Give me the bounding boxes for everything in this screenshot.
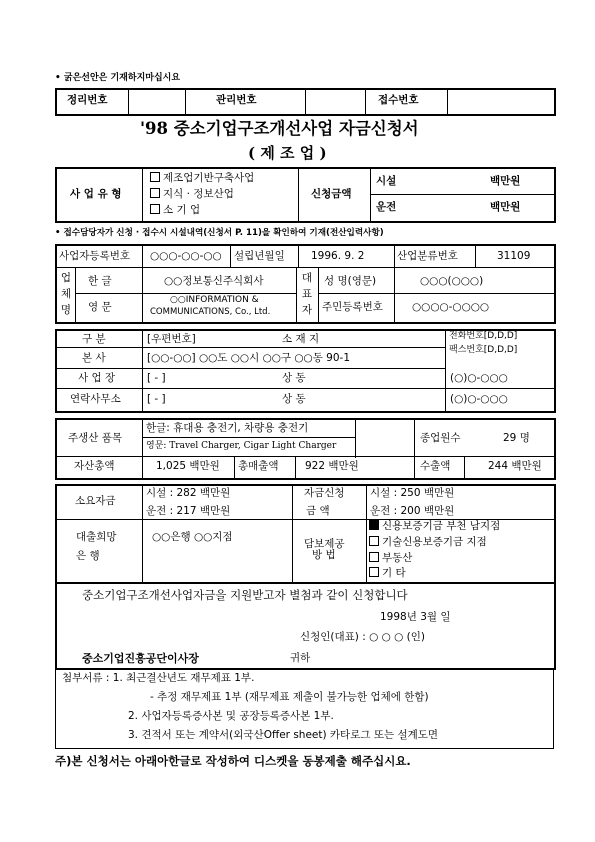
bank-label-1: 대출희망 <box>76 531 117 543</box>
required-operating: 운전 : 217 백만원 <box>146 505 231 517</box>
collateral-option-2[interactable]: 기술신용보증기금 지점 <box>369 536 487 548</box>
site-value: 상 동 <box>282 372 306 384</box>
product-english: 영문: Travel Charger, Cigar Light Charger <box>146 441 337 451</box>
biz-option-2[interactable]: 지식 · 정보산업 <box>150 188 234 200</box>
biz-option-1[interactable]: 제조업기반구축사업 <box>150 172 254 184</box>
biz-type-label: 사 업 유 형 <box>70 188 122 200</box>
operating-label: 운전 <box>376 201 397 213</box>
site-phone: (○)○-○○○ <box>450 372 508 384</box>
checkbox-icon[interactable] <box>369 552 379 562</box>
rep-name-label: 성 명(영문) <box>324 275 377 287</box>
contact-phone: (○)○-○○○ <box>450 393 508 405</box>
reg-label: 사업자등록번호 <box>59 250 131 262</box>
attachment-line-1: 첨부서류 : 1. 최근결산년도 재무제표 1부. <box>62 672 255 684</box>
biz-option-3[interactable]: 소 기 업 <box>150 204 200 216</box>
english-name-value-1: ○○INFORMATION & <box>170 295 259 305</box>
id-label-manage: 관리번호 <box>216 94 257 106</box>
fax-label: 팩스번호[D,D,D] <box>449 345 518 355</box>
addr-col-type: 구 분 <box>82 333 106 345</box>
product-korean: 한글: 휴대용 충전기, 차량용 충전기 <box>146 422 309 434</box>
contact-label: 연락사무소 <box>70 393 121 405</box>
biz-type-box <box>55 167 556 223</box>
attachment-line-2: - 추정 재무제표 1부 (재무제표 제출이 불가능한 업체에 한함) <box>150 691 429 703</box>
footnote: 주)본 신청서는 아래아한글로 작성하여 디스켓을 동봉제출 해주십시요. <box>55 754 411 768</box>
est-value: 1996. 9. 2 <box>311 250 365 262</box>
hq-value: [○○-○○] ○○도 ○○시 ○○구 ○○동 90-1 <box>147 352 351 364</box>
declaration-text: 중소기업구조개선사업자금을 지원받고자 별첨과 같이 신청합니다 <box>82 588 408 602</box>
addr-col-zip: [우편번호] <box>147 333 196 345</box>
phone-label: 전화번호[D,D,D] <box>449 331 518 341</box>
operating-unit: 백만원 <box>490 201 521 213</box>
est-label: 설립년월일 <box>234 250 285 262</box>
hq-label: 본 사 <box>82 352 106 364</box>
apply-label-2: 금 액 <box>306 505 330 517</box>
assets-label: 자산총액 <box>74 460 115 472</box>
page-title: '98 중소기업구조개선사업 자금신청서 <box>140 119 419 138</box>
applicant: 신청인(대표) : ○ ○ ○ (인) <box>300 631 425 643</box>
export-label: 수출액 <box>420 460 451 472</box>
reg-value: ○○○-○○-○○ <box>150 250 222 262</box>
facility-label: 시설 <box>376 175 397 187</box>
english-name-label: 영 문 <box>88 301 112 313</box>
site-bracket: [ - ] <box>147 372 166 384</box>
collateral-option-3[interactable]: 부동산 <box>369 552 412 564</box>
company-name-side: 업체명 <box>60 272 72 316</box>
checkbox-checked-icon[interactable] <box>369 520 379 530</box>
apply-operating: 운전 : 200 백만원 <box>370 505 455 517</box>
honorific: 귀하 <box>290 652 311 664</box>
english-name-value-2: COMMUNICATIONS, Co., Ltd. <box>150 307 271 317</box>
collateral-label-1: 담보제공 <box>304 538 345 550</box>
sales-value: 922 백만원 <box>305 460 359 472</box>
collateral-label-2: 방 법 <box>312 549 336 561</box>
rep-side: 대표자 <box>301 272 313 316</box>
notice-top: • 굵은선안은 기재하지마십시요 <box>55 73 181 83</box>
notice-mid: • 접수담당자가 신청 · 접수시 시설내역(신청서 P. 11)을 확인하여 기재(전산입력사항) <box>55 228 384 238</box>
korean-name-value: ○○정보통신주식회사 <box>164 275 264 287</box>
rep-name-value: ○○○(○○○) <box>420 275 484 287</box>
rep-id-label: 주민등록번호 <box>322 301 383 313</box>
attachment-line-3: 2. 사업자등록증사본 및 공장등록증사본 1부. <box>128 710 334 722</box>
rep-id-value: ○○○○-○○○○ <box>412 301 490 313</box>
apply-facility: 시설 : 250 백만원 <box>370 487 455 499</box>
contact-value: 상 동 <box>282 393 306 405</box>
checkbox-icon[interactable] <box>369 567 379 577</box>
page-subtitle: ( 제 조 업 ) <box>248 144 327 162</box>
funds-box <box>55 484 556 584</box>
export-value: 244 백만원 <box>488 460 542 472</box>
bank-value: ○○은행 ○○지점 <box>152 531 233 543</box>
checkbox-icon[interactable] <box>150 172 160 182</box>
amount-label: 신청금액 <box>311 188 352 200</box>
collateral-option-4[interactable]: 기 타 <box>369 567 406 579</box>
korean-name-label: 한 글 <box>88 275 112 287</box>
id-label-receipt: 접수번호 <box>378 94 419 106</box>
bank-label-2: 은 행 <box>76 550 100 562</box>
employees-value: 29 명 <box>503 432 530 444</box>
product-label: 주생산 품목 <box>68 432 123 444</box>
collateral-option-1[interactable]: 신용보증기금 부천 남지점 <box>369 520 500 532</box>
checkbox-icon[interactable] <box>150 204 160 214</box>
required-facility: 시설 : 282 백만원 <box>146 487 231 499</box>
facility-unit: 백만원 <box>490 175 521 187</box>
ind-value: 31109 <box>497 250 531 262</box>
id-label-sort: 정리번호 <box>67 94 108 106</box>
checkbox-icon[interactable] <box>369 536 379 546</box>
attachment-line-4: 3. 견적서 또는 계약서(외국산Offer sheet) 카타로그 또는 설계도면 <box>128 729 439 741</box>
declaration-date: 1998년 3월 일 <box>380 611 451 623</box>
assets-value: 1,025 백만원 <box>156 460 220 472</box>
site-label: 사 업 장 <box>78 372 116 384</box>
addr-col-location: 소 재 지 <box>282 333 320 345</box>
checkbox-icon[interactable] <box>150 188 160 198</box>
employees-label: 종업원수 <box>420 432 461 444</box>
recipient: 중소기업진흥공단이사장 <box>82 652 199 665</box>
apply-label-1: 자금신청 <box>304 487 345 499</box>
ind-label: 산업분류번호 <box>397 250 458 262</box>
required-funds-label: 소요자금 <box>75 495 116 507</box>
contact-bracket: [ - ] <box>147 393 166 405</box>
sales-label: 총매출액 <box>238 460 279 472</box>
